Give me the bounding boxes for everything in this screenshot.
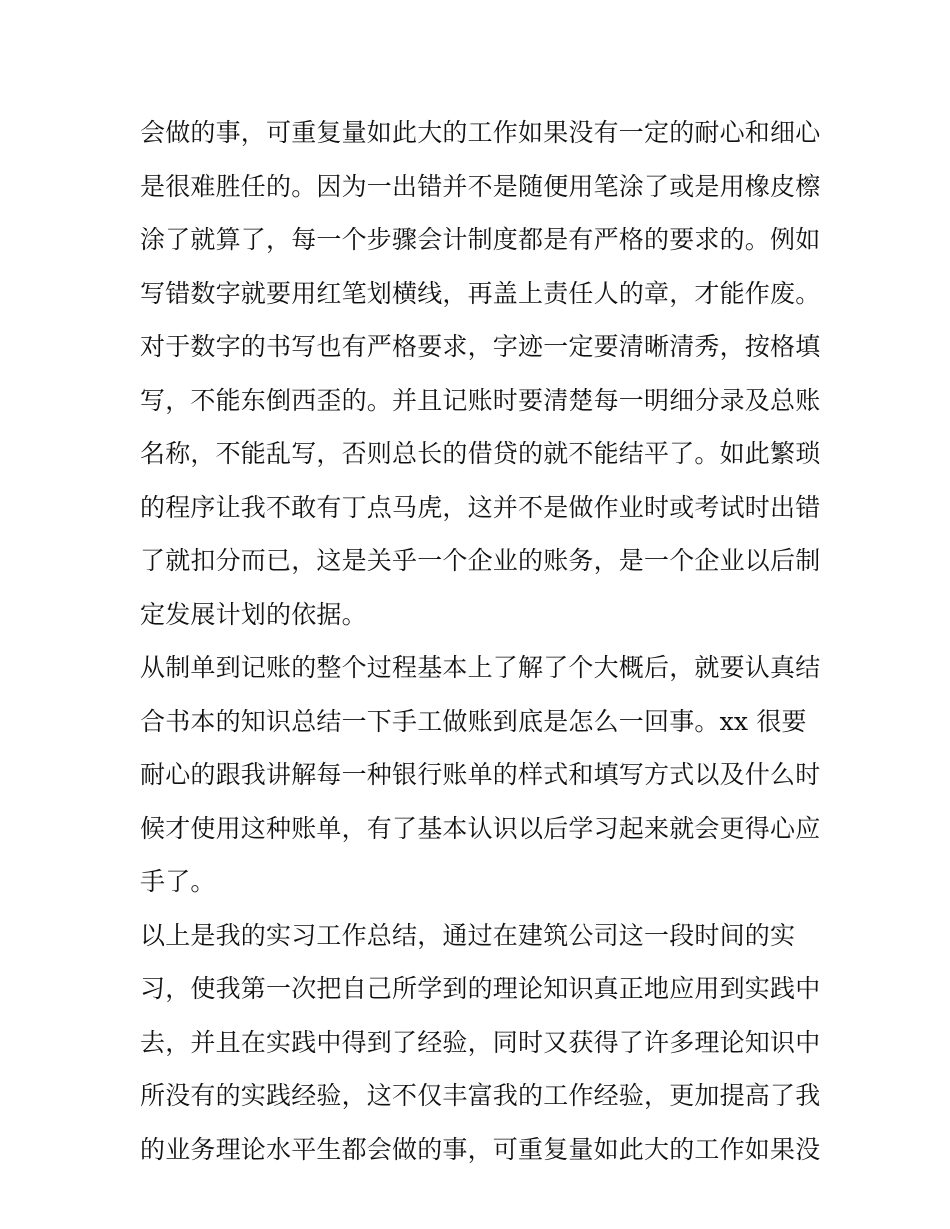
- text-line: 所没有的实践经验，这不仅丰富我的工作经验，更加提高了我: [140, 1081, 821, 1110]
- text-line: 耐心的跟我讲解每一种银行账单的样式和填写方式以及什么时: [140, 760, 821, 789]
- text-line: 手了。: [140, 867, 216, 896]
- text-line: 对于数字的书写也有严格要求，字迹一定要清晰清秀，按格填: [140, 332, 821, 361]
- text-line: 名称，不能乱写，否则总长的借贷的就不能结平了。如此繁琐: [140, 439, 821, 468]
- body-text: [140, 106, 830, 1176]
- text-line: 是很难胜任的。因为一出错并不是随便用笔涂了或是用橡皮檫: [140, 171, 821, 201]
- text-line: 了就扣分而已，这是关乎一个企业的账务，是一个企业以后制: [140, 546, 821, 575]
- text-line: 候才使用这种账单，有了基本认识以后学习起来就会更得心应: [140, 813, 821, 843]
- text-line: 会做的事，可重复量如此大的工作如果没有一定的耐心和细心: [140, 118, 821, 147]
- text-line: 合书本的知识总结一下手工做账到底是怎么一回事。xx 很要: [140, 706, 807, 736]
- text-line: 以上是我的实习工作总结，通过在建筑公司这一段时间的实: [140, 920, 796, 950]
- text-line: 写错数字就要用红笔划横线，再盖上责任人的章，才能作废。: [140, 278, 821, 308]
- text-line: 从制单到记账的整个过程基本上了解了个大概后，就要认真结: [140, 653, 821, 682]
- text-line: 写，不能东倒西歪的。并且记账时要清楚每一明细分录及总账: [140, 385, 821, 415]
- text-line: 习，使我第一次把自己所学到的理论知识真正地应用到实践中: [140, 974, 821, 1003]
- text-line: 涂了就算了，每一个步骤会计制度都是有严格的要求的。例如: [140, 225, 821, 254]
- text-line: 的业务理论水平生都会做的事，可重复量如此大的工作如果没: [140, 1134, 821, 1164]
- text-line: 的程序让我不敢有丁点马虎，这并不是做作业时或考试时出错: [140, 492, 821, 522]
- text-line: 定发展计划的依据。: [140, 599, 367, 629]
- text-line: 去，并且在实践中得到了经验，同时又获得了许多理论知识中: [140, 1027, 821, 1057]
